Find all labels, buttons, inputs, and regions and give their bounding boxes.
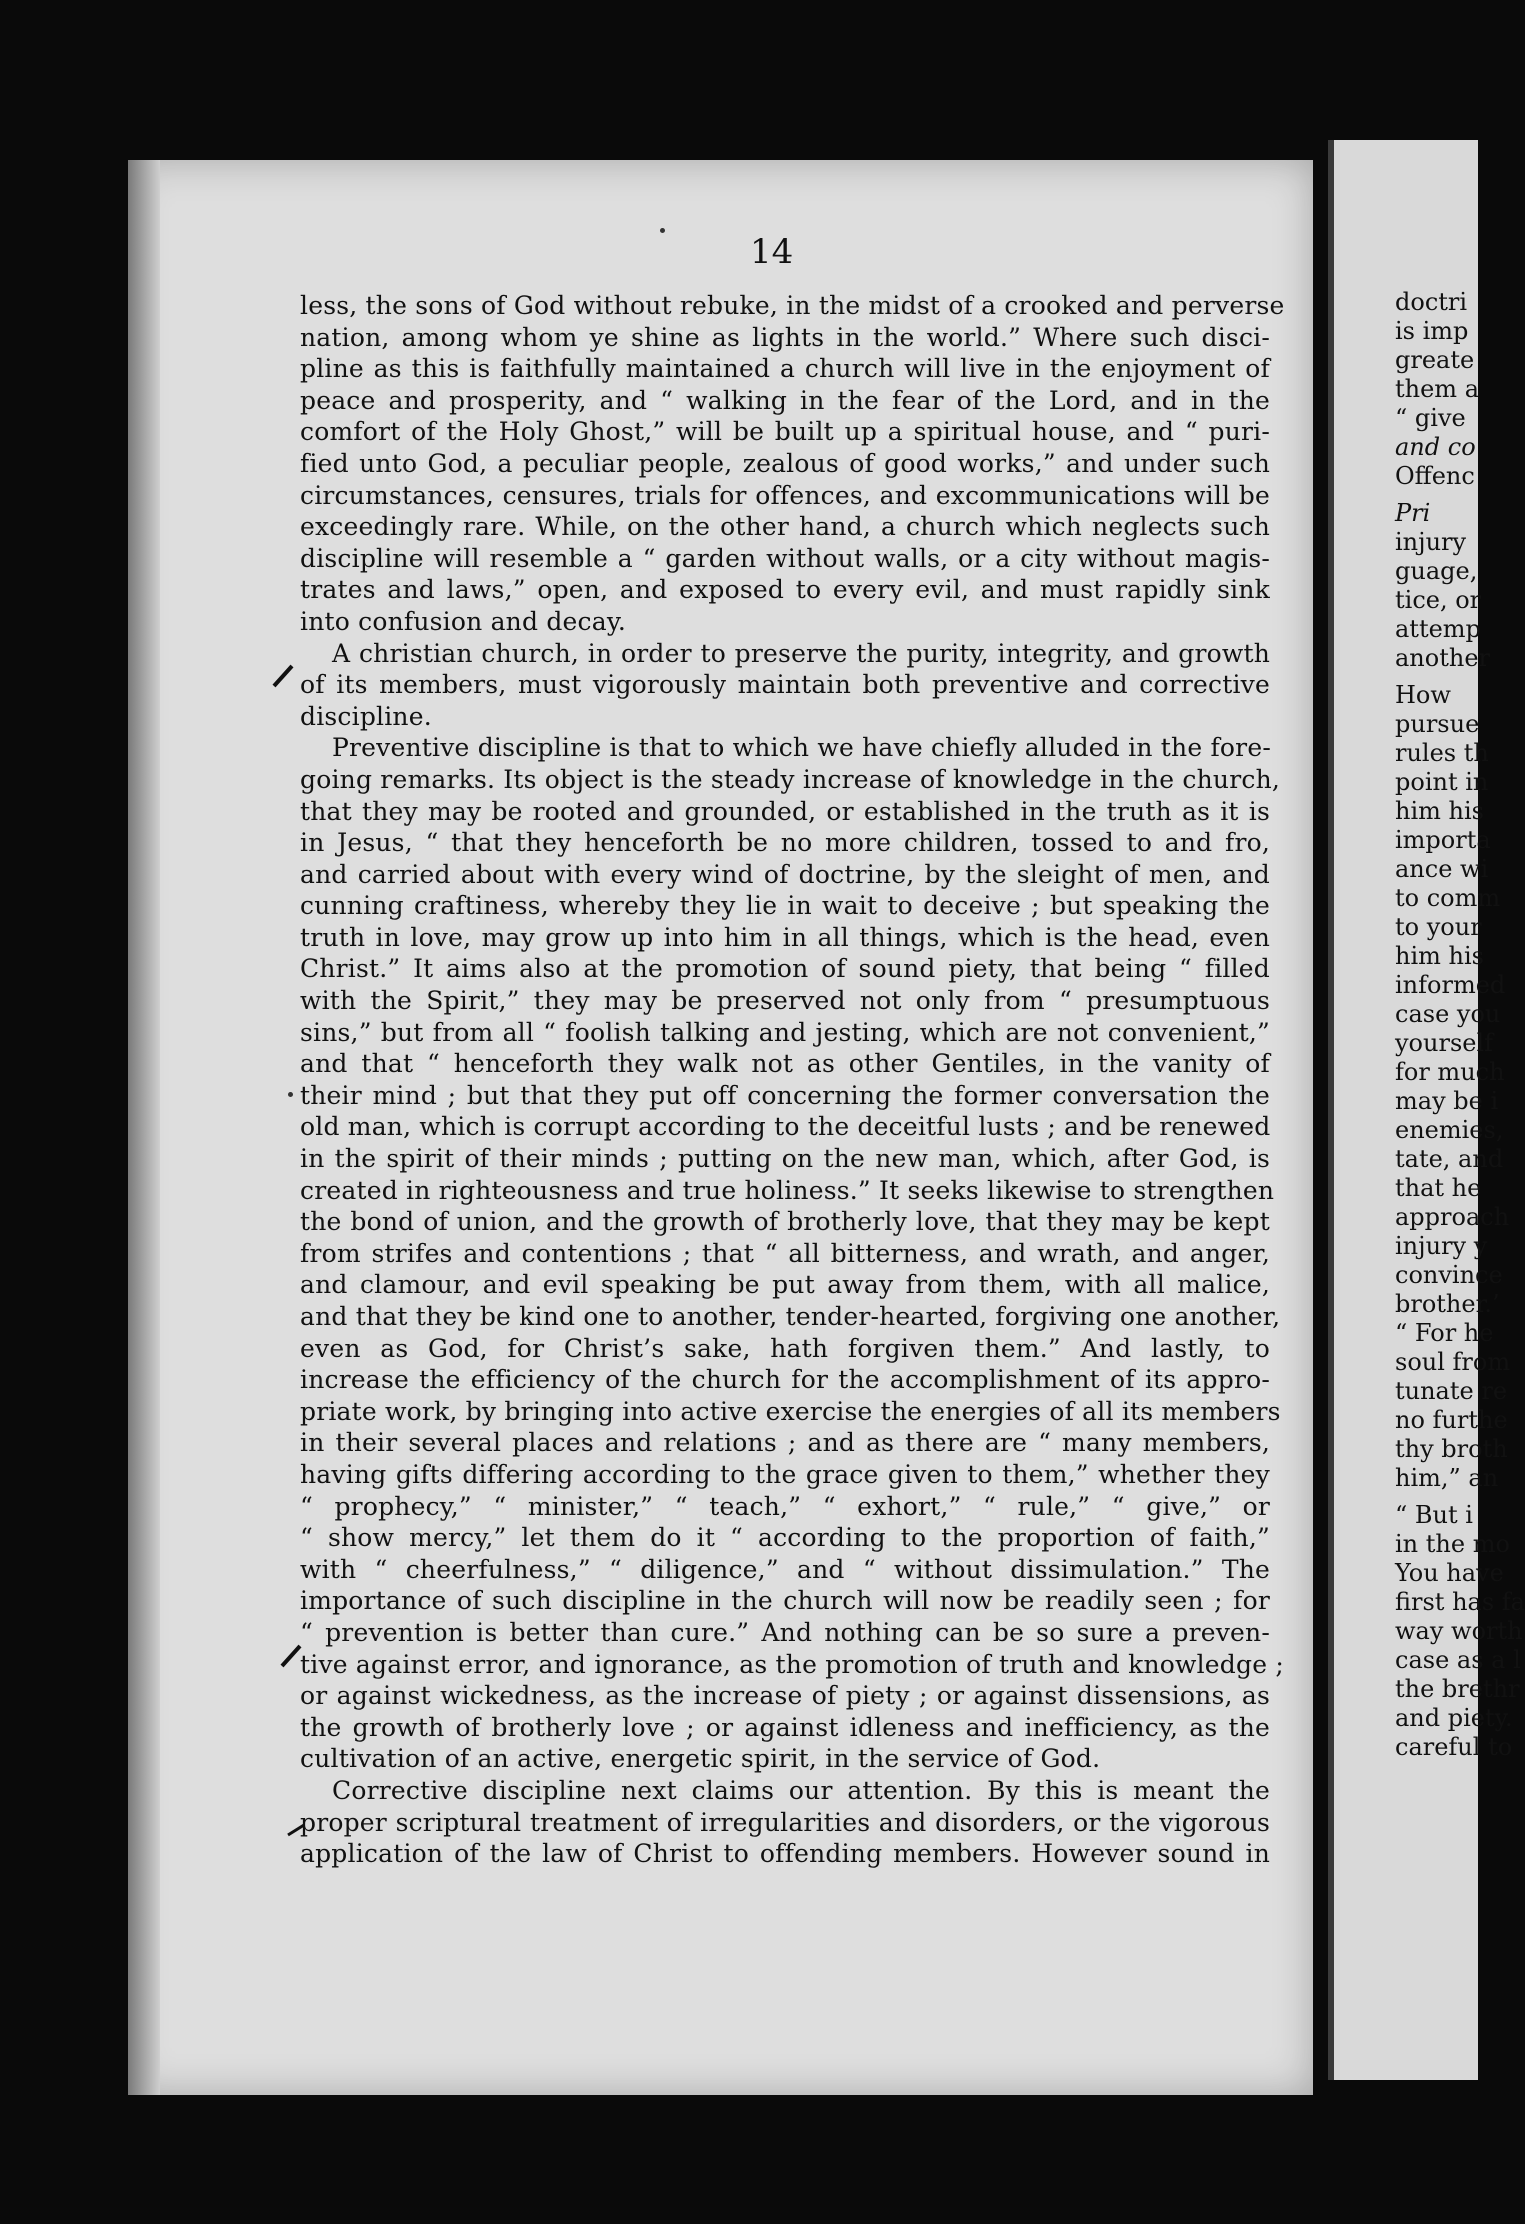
adjacent-line: pursue (1395, 710, 1480, 738)
adjacent-line: careful to (1395, 1733, 1513, 1761)
adjacent-line: him his (1395, 942, 1484, 970)
text-line: exceedingly rare. While, on the other hand, a church which neglects such (300, 512, 1270, 542)
adjacent-line: the brethr (1395, 1675, 1520, 1703)
adjacent-line: for much (1395, 1058, 1505, 1086)
adjacent-line: and co (1395, 433, 1476, 461)
text-line: into confusion and decay. (300, 606, 626, 636)
adjacent-line: “ But i (1395, 1501, 1473, 1529)
text-line: created in righteousness and true holiness.” It seeks likewise to strengthen (300, 1175, 1275, 1205)
text-line: cultivation of an active, energetic spirit, in the service of God. (300, 1744, 1101, 1774)
adjacent-page-text (1395, 288, 1525, 1762)
text-line: importance of such discipline in the church will now be readily seen ; for (300, 1586, 1270, 1616)
adjacent-line: convince (1395, 1261, 1503, 1289)
adjacent-line: another (1395, 644, 1490, 672)
adjacent-line: attemp (1395, 615, 1481, 643)
adjacent-line: point in (1395, 768, 1489, 796)
text-line: in Jesus, “ that they henceforth be no more children, tossed to and fro, (300, 828, 1270, 858)
adjacent-line: enemies, (1395, 1116, 1504, 1144)
adjacent-line: tice, or (1395, 586, 1482, 614)
text-line: sins,” but from all “ foolish talking and jesting, which are not convenient,” (300, 1017, 1270, 1047)
adjacent-line: to comm (1395, 884, 1501, 912)
adjacent-line: You have (1395, 1559, 1504, 1587)
text-line: proper scriptural treatment of irregularities and disorders, or the vigorous (300, 1807, 1270, 1837)
text-line: and that they be kind one to another, tender-hearted, forgiving one another, (300, 1302, 1281, 1331)
text-line: increase the efficiency of the church for the accomplishment of its appro- (300, 1365, 1270, 1395)
text-line: truth in love, may grow up into him in all things, which is the head, even (300, 922, 1270, 952)
text-line: Preventive discipline is that to which we have chiefly alluded in the fore- (332, 733, 1271, 763)
adjacent-line: way worth (1395, 1617, 1523, 1645)
adjacent-line: soul from (1395, 1348, 1511, 1376)
text-line: from strifes and contentions ; that “ all bitterness, and wrath, and anger, (300, 1238, 1270, 1268)
adjacent-line: may be i (1395, 1087, 1499, 1115)
text-line: “ show mercy,” let them do it “ according to the proportion of faith,” (300, 1523, 1270, 1553)
margin-mark-icon (278, 1640, 308, 1670)
text-line: in their several places and relations ; and as there are “ many members, (300, 1428, 1270, 1458)
page-number: 14 (750, 232, 794, 272)
speck (288, 1092, 293, 1097)
adjacent-line: guage, (1395, 557, 1478, 585)
adjacent-line: informed (1395, 971, 1506, 999)
adjacent-line: brother.’ (1395, 1290, 1500, 1318)
adjacent-line: to your (1395, 913, 1482, 941)
adjacent-line: Offenc (1395, 462, 1475, 490)
text-line: “ prevention is better than cure.” And nothing can be so sure a preven- (300, 1617, 1270, 1647)
adjacent-line: Pri (1395, 499, 1431, 527)
adjacent-line: that he (1395, 1174, 1482, 1202)
adjacent-line: “ For he (1395, 1319, 1494, 1347)
text-line: discipline. (300, 701, 432, 731)
adjacent-line: greate (1395, 346, 1475, 374)
text-line: priate work, by bringing into active exercise the energies of all its members (300, 1396, 1281, 1426)
text-line: and carried about with every wind of doctrine, by the sleight of men, and (300, 859, 1270, 889)
text-line: “ prophecy,” “ minister,” “ teach,” “ exhort,” “ rule,” “ give,” or (300, 1491, 1270, 1521)
adjacent-line: doctri (1395, 288, 1468, 316)
text-line: or against wickedness, as the increase of piety ; or against dissensions, as (300, 1681, 1270, 1711)
page-binding-edge (128, 160, 160, 2095)
adjacent-line: thy broth (1395, 1435, 1508, 1463)
adjacent-line: in the mo (1395, 1530, 1510, 1558)
text-line: nation, among whom ye shine as lights in the world.” Where such disci- (300, 322, 1270, 352)
adjacent-line: How (1395, 681, 1451, 709)
adjacent-line: injury (1395, 528, 1467, 556)
text-line: cunning craftiness, whereby they lie in wait to deceive ; but speaking the (300, 891, 1270, 921)
adjacent-line: approach (1395, 1203, 1510, 1231)
text-line: old man, which is corrupt according to the deceitful lusts ; and be renewed (300, 1112, 1271, 1142)
text-line: less, the sons of God without rebuke, in the midst of a crooked and perverse (300, 291, 1285, 320)
text-line: of its members, must vigorously maintain both preventive and corrective (300, 670, 1270, 700)
adjacent-line: injury y (1395, 1232, 1488, 1260)
adjacent-line: him his (1395, 797, 1484, 825)
adjacent-line: ance wi (1395, 855, 1489, 883)
adjacent-line: tate, and (1395, 1145, 1504, 1173)
adjacent-line: him,” an (1395, 1464, 1499, 1492)
adjacent-line: yourself (1395, 1029, 1494, 1057)
speck (660, 228, 665, 233)
text-line: application of the law of Christ to offending members. However sound in (300, 1839, 1270, 1869)
text-line: in the spirit of their minds ; putting on the new man, which, after God, is (300, 1144, 1270, 1174)
text-line: the growth of brotherly love ; or against idleness and inefficiency, as the (300, 1712, 1270, 1742)
text-line: and clamour, and evil speaking be put away from them, with all malice, (300, 1270, 1270, 1300)
adjacent-line: no furthe (1395, 1406, 1508, 1434)
adjacent-line: and piety. (1395, 1704, 1513, 1732)
text-line: Corrective discipline next claims our attention. By this is meant the (332, 1775, 1270, 1805)
text-line: going remarks. Its object is the steady increase of knowledge in the church, (300, 764, 1281, 794)
text-line: tive against error, and ignorance, as the promotion of truth and knowledge ; (300, 1649, 1284, 1679)
text-line: Christ.” It aims also at the promotion of sound piety, that being “ filled (300, 954, 1270, 984)
text-line: A christian church, in order to preserve the purity, integrity, and growth (332, 638, 1270, 668)
text-line: circumstances, censures, trials for offences, and excommunications will be (300, 480, 1270, 510)
text-line: fied unto God, a peculiar people, zealous of good works,” and under such (300, 448, 1270, 478)
main-text-column (300, 290, 1285, 1870)
text-line: and that “ henceforth they walk not as other Gentiles, in the vanity of (300, 1049, 1270, 1079)
margin-mark-icon (284, 1815, 314, 1845)
adjacent-line: case as a l (1395, 1646, 1521, 1674)
margin-mark-icon (270, 660, 300, 690)
adjacent-line: importa (1395, 826, 1491, 854)
adjacent-line: case you (1395, 1000, 1501, 1028)
text-line: with “ cheerfulness,” “ diligence,” and “ without dissimulation.” The (300, 1554, 1270, 1584)
text-line: the bond of union, and the growth of brotherly love, that they may be kept (300, 1207, 1270, 1237)
adjacent-line: tunate re (1395, 1377, 1508, 1405)
text-line: pline as this is faithfully maintained a church will live in the enjoyment of (300, 354, 1270, 384)
text-line: peace and prosperity, and “ walking in the fear of the Lord, and in the (300, 385, 1270, 415)
adjacent-line: rules th (1395, 739, 1489, 767)
text-line: comfort of the Holy Ghost,” will be built up a spiritual house, and “ puri- (300, 417, 1270, 447)
text-line: with the Spirit,” they may be preserved not only from “ presumptuous (300, 986, 1270, 1016)
adjacent-line: “ give (1395, 404, 1466, 432)
adjacent-line: is imp (1395, 317, 1469, 345)
adjacent-line: first has fa (1395, 1588, 1525, 1616)
adjacent-line: them a (1395, 375, 1479, 403)
text-line: that they may be rooted and grounded, or established in the truth as it is (300, 796, 1270, 826)
text-line: trates and laws,” open, and exposed to every evil, and must rapidly sink (300, 575, 1270, 605)
text-line: their mind ; but that they put off concerning the former conversation the (300, 1080, 1270, 1110)
text-line: discipline will resemble a “ garden without walls, or a city without magis- (300, 543, 1270, 573)
text-line: having gifts differing according to the grace given to them,” whether they (300, 1459, 1270, 1489)
text-line: even as God, for Christ’s sake, hath forgiven them.” And lastly, to (300, 1333, 1270, 1363)
